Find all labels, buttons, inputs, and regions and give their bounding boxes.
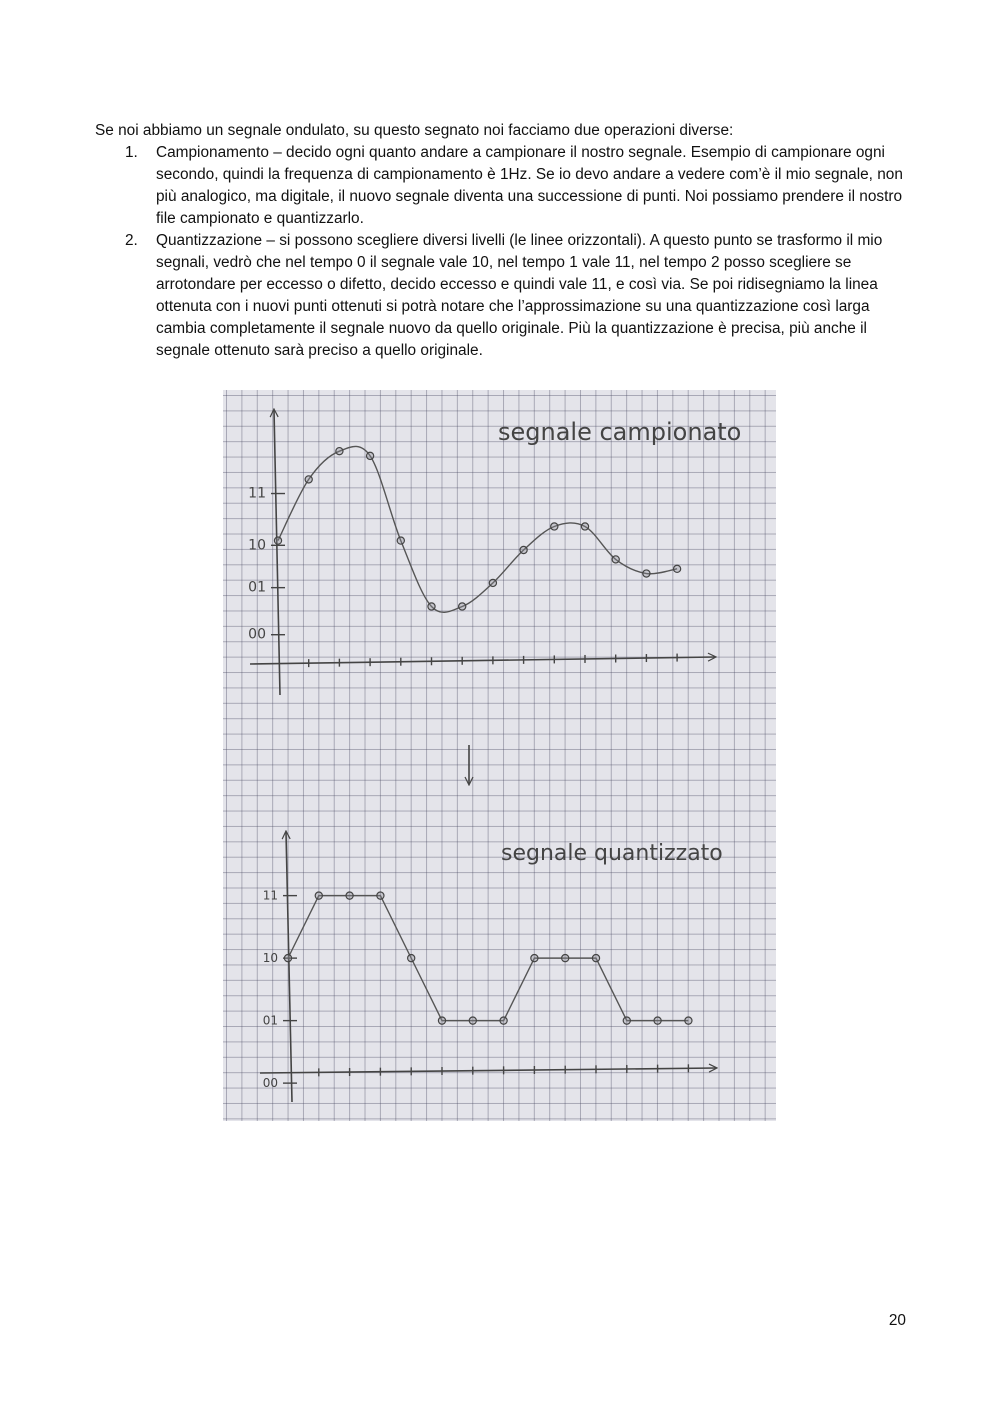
sample-point (336, 448, 343, 455)
sampled-chart-title: segnale campionato (498, 418, 742, 446)
graph-paper-figure (223, 390, 776, 1121)
quantized-chart-title: segnale quantizzato (501, 841, 723, 866)
list-item-text: Quantizzazione – si possono scegliere diversi livelli (le linee orizzontali). A questo punto se trasformo il mio segnali, vedrò che nel tempo 0 il segnale vale 10, nel tempo 1 vale 11, nel tempo 2 posso scegliere se arrotondare per eccesso o difetto, decido eccesso e quindi vale 11, e così via. Se poi ridisegniamo la linea ottenuta con i nuovi punti ottenuti si potrà notare che l’approssimazione su una quantizzazione così larga cambia completamente il segnale nuovo da quello originale. Più la quantizzazione è precisa, più anche il segnale ottenuto sarà preciso a quello originale. (156, 232, 883, 359)
sampled-chart (248, 410, 741, 695)
signal-charts (223, 390, 776, 1121)
list-item-text: Campionamento – decido ogni quanto andare a campionare il nostro segnale. Esempio di campionare ogni secondo, quindi la frequenza di campionamento è 1Hz. Se io devo andare a vedere com’è il mio segnale, non più analogico, ma digitale, il nuovo segnale diventa una successione di punti. Noi possiamo prendere il nostro file campionato e quantizzarlo. (156, 144, 903, 227)
y-tick-label: 10 (248, 537, 266, 554)
sample-point (643, 570, 650, 577)
sample-point (685, 1017, 692, 1024)
sample-point (284, 955, 291, 962)
list-item-number: 1. (125, 144, 138, 161)
sample-point (315, 892, 322, 899)
sample-point (562, 955, 569, 962)
sample-point (274, 537, 281, 544)
list-item (95, 230, 915, 362)
quantized-signal-line (288, 896, 688, 1021)
y-tick-label: 01 (248, 579, 266, 596)
sample-point (654, 1017, 661, 1024)
y-tick-label: 00 (248, 626, 266, 643)
y-tick-label: 01 (262, 1013, 278, 1028)
page-number: 20 (888, 1312, 906, 1329)
y-tick-label: 00 (262, 1076, 278, 1091)
steps-list (95, 142, 915, 362)
sample-point (377, 892, 384, 899)
sample-point (367, 452, 374, 459)
list-item-number: 2. (125, 232, 138, 249)
sample-point (428, 603, 435, 610)
sampled-y-axis (274, 410, 280, 695)
y-tick-label: 11 (262, 888, 278, 903)
sample-point (520, 546, 527, 553)
y-tick-label: 10 (262, 951, 278, 966)
list-item (95, 142, 915, 230)
sample-point (592, 955, 599, 962)
y-tick-label: 11 (248, 485, 266, 502)
sample-point (500, 1017, 507, 1024)
sample-point (346, 892, 353, 899)
sample-point (469, 1017, 476, 1024)
sample-point (551, 523, 558, 530)
quantized-y-axis (286, 832, 292, 1102)
intro-paragraph: Se noi abbiamo un segnale ondulato, su questo segnato noi facciamo due operazioni diverse: (95, 122, 734, 139)
sample-point (397, 537, 404, 544)
sample-point (612, 556, 619, 563)
sample-point (489, 579, 496, 586)
quantized-x-axis (260, 1068, 716, 1073)
sampled-signal-line (278, 446, 677, 612)
sample-point (531, 955, 538, 962)
sampled-x-axis (250, 657, 715, 664)
sample-point (438, 1017, 445, 1024)
sample-point (408, 955, 415, 962)
sample-point (459, 603, 466, 610)
sample-point (623, 1017, 630, 1024)
sample-point (674, 565, 681, 572)
sample-point (305, 476, 312, 483)
quantized-chart (260, 832, 723, 1102)
sample-point (581, 523, 588, 530)
